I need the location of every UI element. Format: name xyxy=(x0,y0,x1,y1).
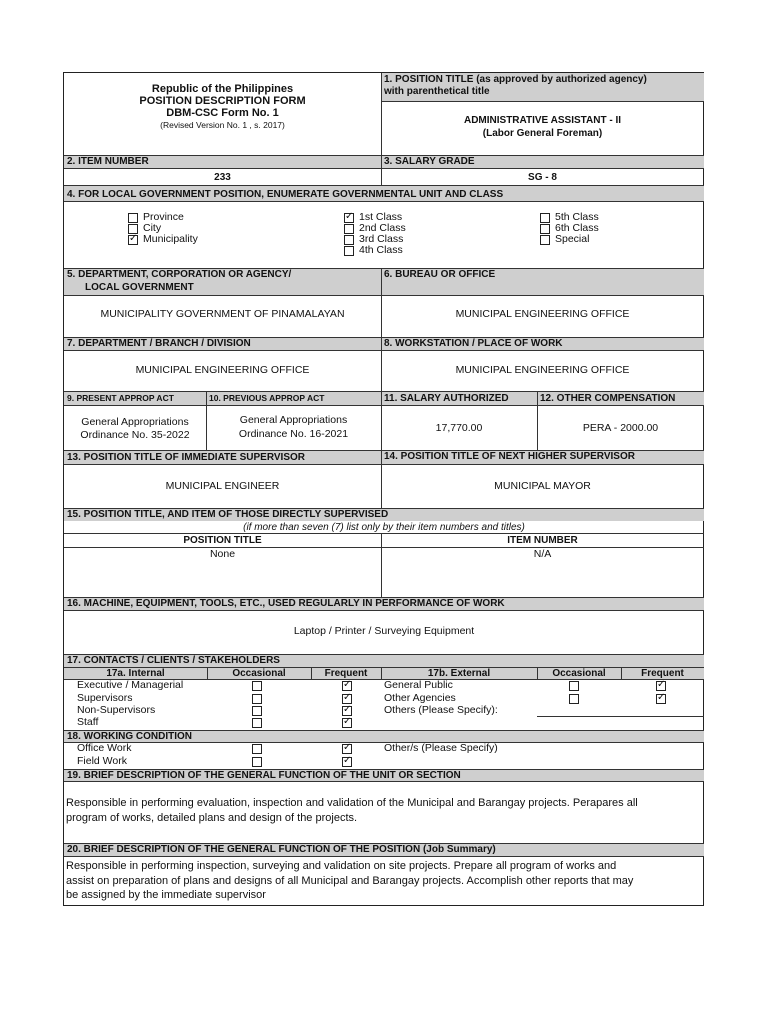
s8-label: 8. WORKSTATION / PLACE OF WORK xyxy=(384,338,563,349)
form-title: POSITION DESCRIPTION FORM xyxy=(139,95,306,107)
working-condition-others-label: Other/s (Please Specify) xyxy=(384,742,498,754)
unit-function-line1: Responsible in performing evaluation, inspection and validation of the Municipal and Barangay projects. Perapares all xyxy=(66,797,638,809)
s2-label: 2. ITEM NUMBER xyxy=(67,156,149,167)
internal-staff-occasional-checkbox[interactable] xyxy=(252,718,262,728)
class-4th-checkbox[interactable] xyxy=(344,246,354,256)
s1-label-2: with parenthetical title xyxy=(384,86,490,97)
division-value: MUNICIPAL ENGINEERING OFFICE xyxy=(135,364,310,376)
supervised-position-value: None xyxy=(209,548,236,560)
class-3rd-checkbox[interactable] xyxy=(344,235,354,245)
internal-staff-label: Staff xyxy=(77,716,99,728)
external-agencies-frequent-checkbox[interactable] xyxy=(656,694,666,704)
s17-label: 17. CONTACTS / CLIENTS / STAKEHOLDERS xyxy=(67,655,280,666)
republic-text: Republic of the Philippines xyxy=(151,83,294,95)
s5-label-1: 5. DEPARTMENT, CORPORATION OR AGENCY/ xyxy=(67,269,292,280)
salary-authorized-value: 17,770.00 xyxy=(435,422,483,434)
immediate-supervisor-value: MUNICIPAL ENGINEER xyxy=(165,480,280,492)
internal-nonsupervisors-label: Non-Supervisors xyxy=(77,704,156,716)
present-approp-line2: Ordinance No. 35-2022 xyxy=(80,429,190,441)
position-description-form xyxy=(63,72,704,906)
province-label: Province xyxy=(143,211,184,223)
external-agencies-occasional-checkbox[interactable] xyxy=(569,694,579,704)
external-others-label: Others (Please Specify): xyxy=(384,704,498,716)
internal-frequent-header: Frequent xyxy=(324,668,368,679)
unit-function-line2: program of works, detailed plans and design of the projects. xyxy=(66,812,358,824)
municipality-checkbox[interactable] xyxy=(128,235,138,245)
s14-label: 14. POSITION TITLE OF NEXT HIGHER SUPERVISOR xyxy=(384,451,635,462)
class-2nd-label: 2nd Class xyxy=(359,222,406,234)
bureau-value: MUNICIPAL ENGINEERING OFFICE xyxy=(455,308,630,320)
class-1st-checkbox[interactable] xyxy=(344,213,354,223)
s13-label: 13. POSITION TITLE OF IMMEDIATE SUPERVISOR xyxy=(67,452,305,463)
internal-staff-frequent-checkbox[interactable] xyxy=(342,718,352,728)
external-occasional-header: Occasional xyxy=(552,668,606,679)
s4-label: 4. FOR LOCAL GOVERNMENT POSITION, ENUMERATE GOVERNMENTAL UNIT AND CLASS xyxy=(67,189,504,200)
s16-label: 16. MACHINE, EQUIPMENT, TOOLS, ETC., USED REGULARLY IN PERFORMANCE OF WORK xyxy=(67,598,505,609)
field-work-label: Field Work xyxy=(77,755,127,767)
s11-label: 11. SALARY AUTHORIZED xyxy=(384,393,509,404)
other-compensation-value: PERA - 2000.00 xyxy=(582,422,659,434)
class-3rd-label: 3rd Class xyxy=(359,233,404,245)
internal-executive-label: Executive / Managerial xyxy=(77,679,184,691)
item-number-value: 233 xyxy=(214,172,231,183)
s12-label: 12. OTHER COMPENSATION xyxy=(540,393,676,404)
internal-supervisors-occasional-checkbox[interactable] xyxy=(252,694,262,704)
municipality-label: Municipality xyxy=(143,233,198,245)
s3-label: 3. SALARY GRADE xyxy=(384,156,475,167)
internal-executive-frequent-checkbox[interactable] xyxy=(342,681,352,691)
office-work-occasional-checkbox[interactable] xyxy=(252,744,262,754)
parenthetical-title-value: (Labor General Foreman) xyxy=(482,128,603,139)
internal-supervisors-frequent-checkbox[interactable] xyxy=(342,694,352,704)
external-public-label: General Public xyxy=(384,679,453,691)
class-6th-checkbox[interactable] xyxy=(540,224,550,234)
external-others-line[interactable] xyxy=(537,716,704,717)
province-checkbox[interactable] xyxy=(128,213,138,223)
s20-label: 20. BRIEF DESCRIPTION OF THE GENERAL FUNCTION OF THE POSITION (Job Summary) xyxy=(67,844,496,855)
class-special-label: Special xyxy=(555,233,590,245)
s15-col-item-number: ITEM NUMBER xyxy=(507,535,578,546)
class-2nd-checkbox[interactable] xyxy=(344,224,354,234)
external-frequent-header: Frequent xyxy=(641,668,684,679)
city-label: City xyxy=(143,222,162,234)
workstation-value: MUNICIPAL ENGINEERING OFFICE xyxy=(455,364,630,376)
equipment-value: Laptop / Printer / Surveying Equipment xyxy=(293,625,475,637)
class-4th-label: 4th Class xyxy=(359,244,403,256)
internal-executive-occasional-checkbox[interactable] xyxy=(252,681,262,691)
external-public-occasional-checkbox[interactable] xyxy=(569,681,579,691)
department-value: MUNICIPALITY GOVERNMENT OF PINAMALAYAN xyxy=(100,308,345,320)
s15-note: (if more than seven (7) list only by their item numbers and titles) xyxy=(243,522,525,533)
job-summary-line1: Responsible in performing inspection, surveying and validation on site projects. Prepare all program of works and xyxy=(66,860,617,872)
class-special-checkbox[interactable] xyxy=(540,235,550,245)
supervised-item-value: N/A xyxy=(533,548,552,560)
form-revision: (Revised Version No. 1 , s. 2017) xyxy=(160,120,285,130)
present-approp-line1: General Appropriations xyxy=(81,416,189,428)
s15-col-position-title: POSITION TITLE xyxy=(183,535,262,546)
class-6th-label: 6th Class xyxy=(555,222,599,234)
previous-approp-line1: General Appropriations xyxy=(239,414,348,426)
class-5th-checkbox[interactable] xyxy=(540,213,550,223)
class-5th-label: 5th Class xyxy=(555,211,599,223)
class-1st-label: 1st Class xyxy=(359,211,403,223)
s9-label: 9. PRESENT APPROP ACT xyxy=(67,393,174,403)
internal-contacts-label: 17a. Internal xyxy=(106,668,165,679)
next-higher-supervisor-value: MUNICIPAL MAYOR xyxy=(494,480,591,492)
external-contacts-label: 17b. External xyxy=(427,668,491,679)
position-title-value: ADMINISTRATIVE ASSISTANT - II xyxy=(463,115,622,126)
internal-occasional-header: Occasional xyxy=(232,668,286,679)
s19-label: 19. BRIEF DESCRIPTION OF THE GENERAL FUNCTION OF THE UNIT OR SECTION xyxy=(67,770,461,781)
s15-label: 15. POSITION TITLE, AND ITEM OF THOSE DIRECTLY SUPERVISED xyxy=(67,509,389,520)
job-summary-line2: assist on preparation of plans and designs of all Municipal and Barangay projects. Accomplish other reports that may xyxy=(66,875,634,887)
field-work-frequent-checkbox[interactable] xyxy=(342,757,352,767)
external-public-frequent-checkbox[interactable] xyxy=(656,681,666,691)
s18-label: 18. WORKING CONDITION xyxy=(67,731,193,742)
s1-label: 1. POSITION TITLE (as approved by authorized agency) xyxy=(384,74,647,85)
salary-grade-value: SG - 8 xyxy=(528,172,557,183)
s10-label: 10. PREVIOUS APPROP ACT xyxy=(209,393,325,403)
form-number: DBM-CSC Form No. 1 xyxy=(166,107,279,119)
internal-nonsupervisors-occasional-checkbox[interactable] xyxy=(252,706,262,716)
office-work-label: Office Work xyxy=(77,742,132,754)
s7-label: 7. DEPARTMENT / BRANCH / DIVISION xyxy=(67,338,251,349)
internal-supervisors-label: Supervisors xyxy=(77,692,133,704)
s6-label: 6. BUREAU OR OFFICE xyxy=(384,269,496,280)
s5-label-2: LOCAL GOVERNMENT xyxy=(85,282,194,293)
office-work-frequent-checkbox[interactable] xyxy=(342,744,352,754)
job-summary-line3: be assigned by the immediate supervisor xyxy=(66,889,266,901)
field-work-occasional-checkbox[interactable] xyxy=(252,757,262,767)
internal-nonsupervisors-frequent-checkbox[interactable] xyxy=(342,706,352,716)
previous-approp-line2: Ordinance No. 16-2021 xyxy=(238,428,349,440)
external-agencies-label: Other Agencies xyxy=(384,692,456,704)
